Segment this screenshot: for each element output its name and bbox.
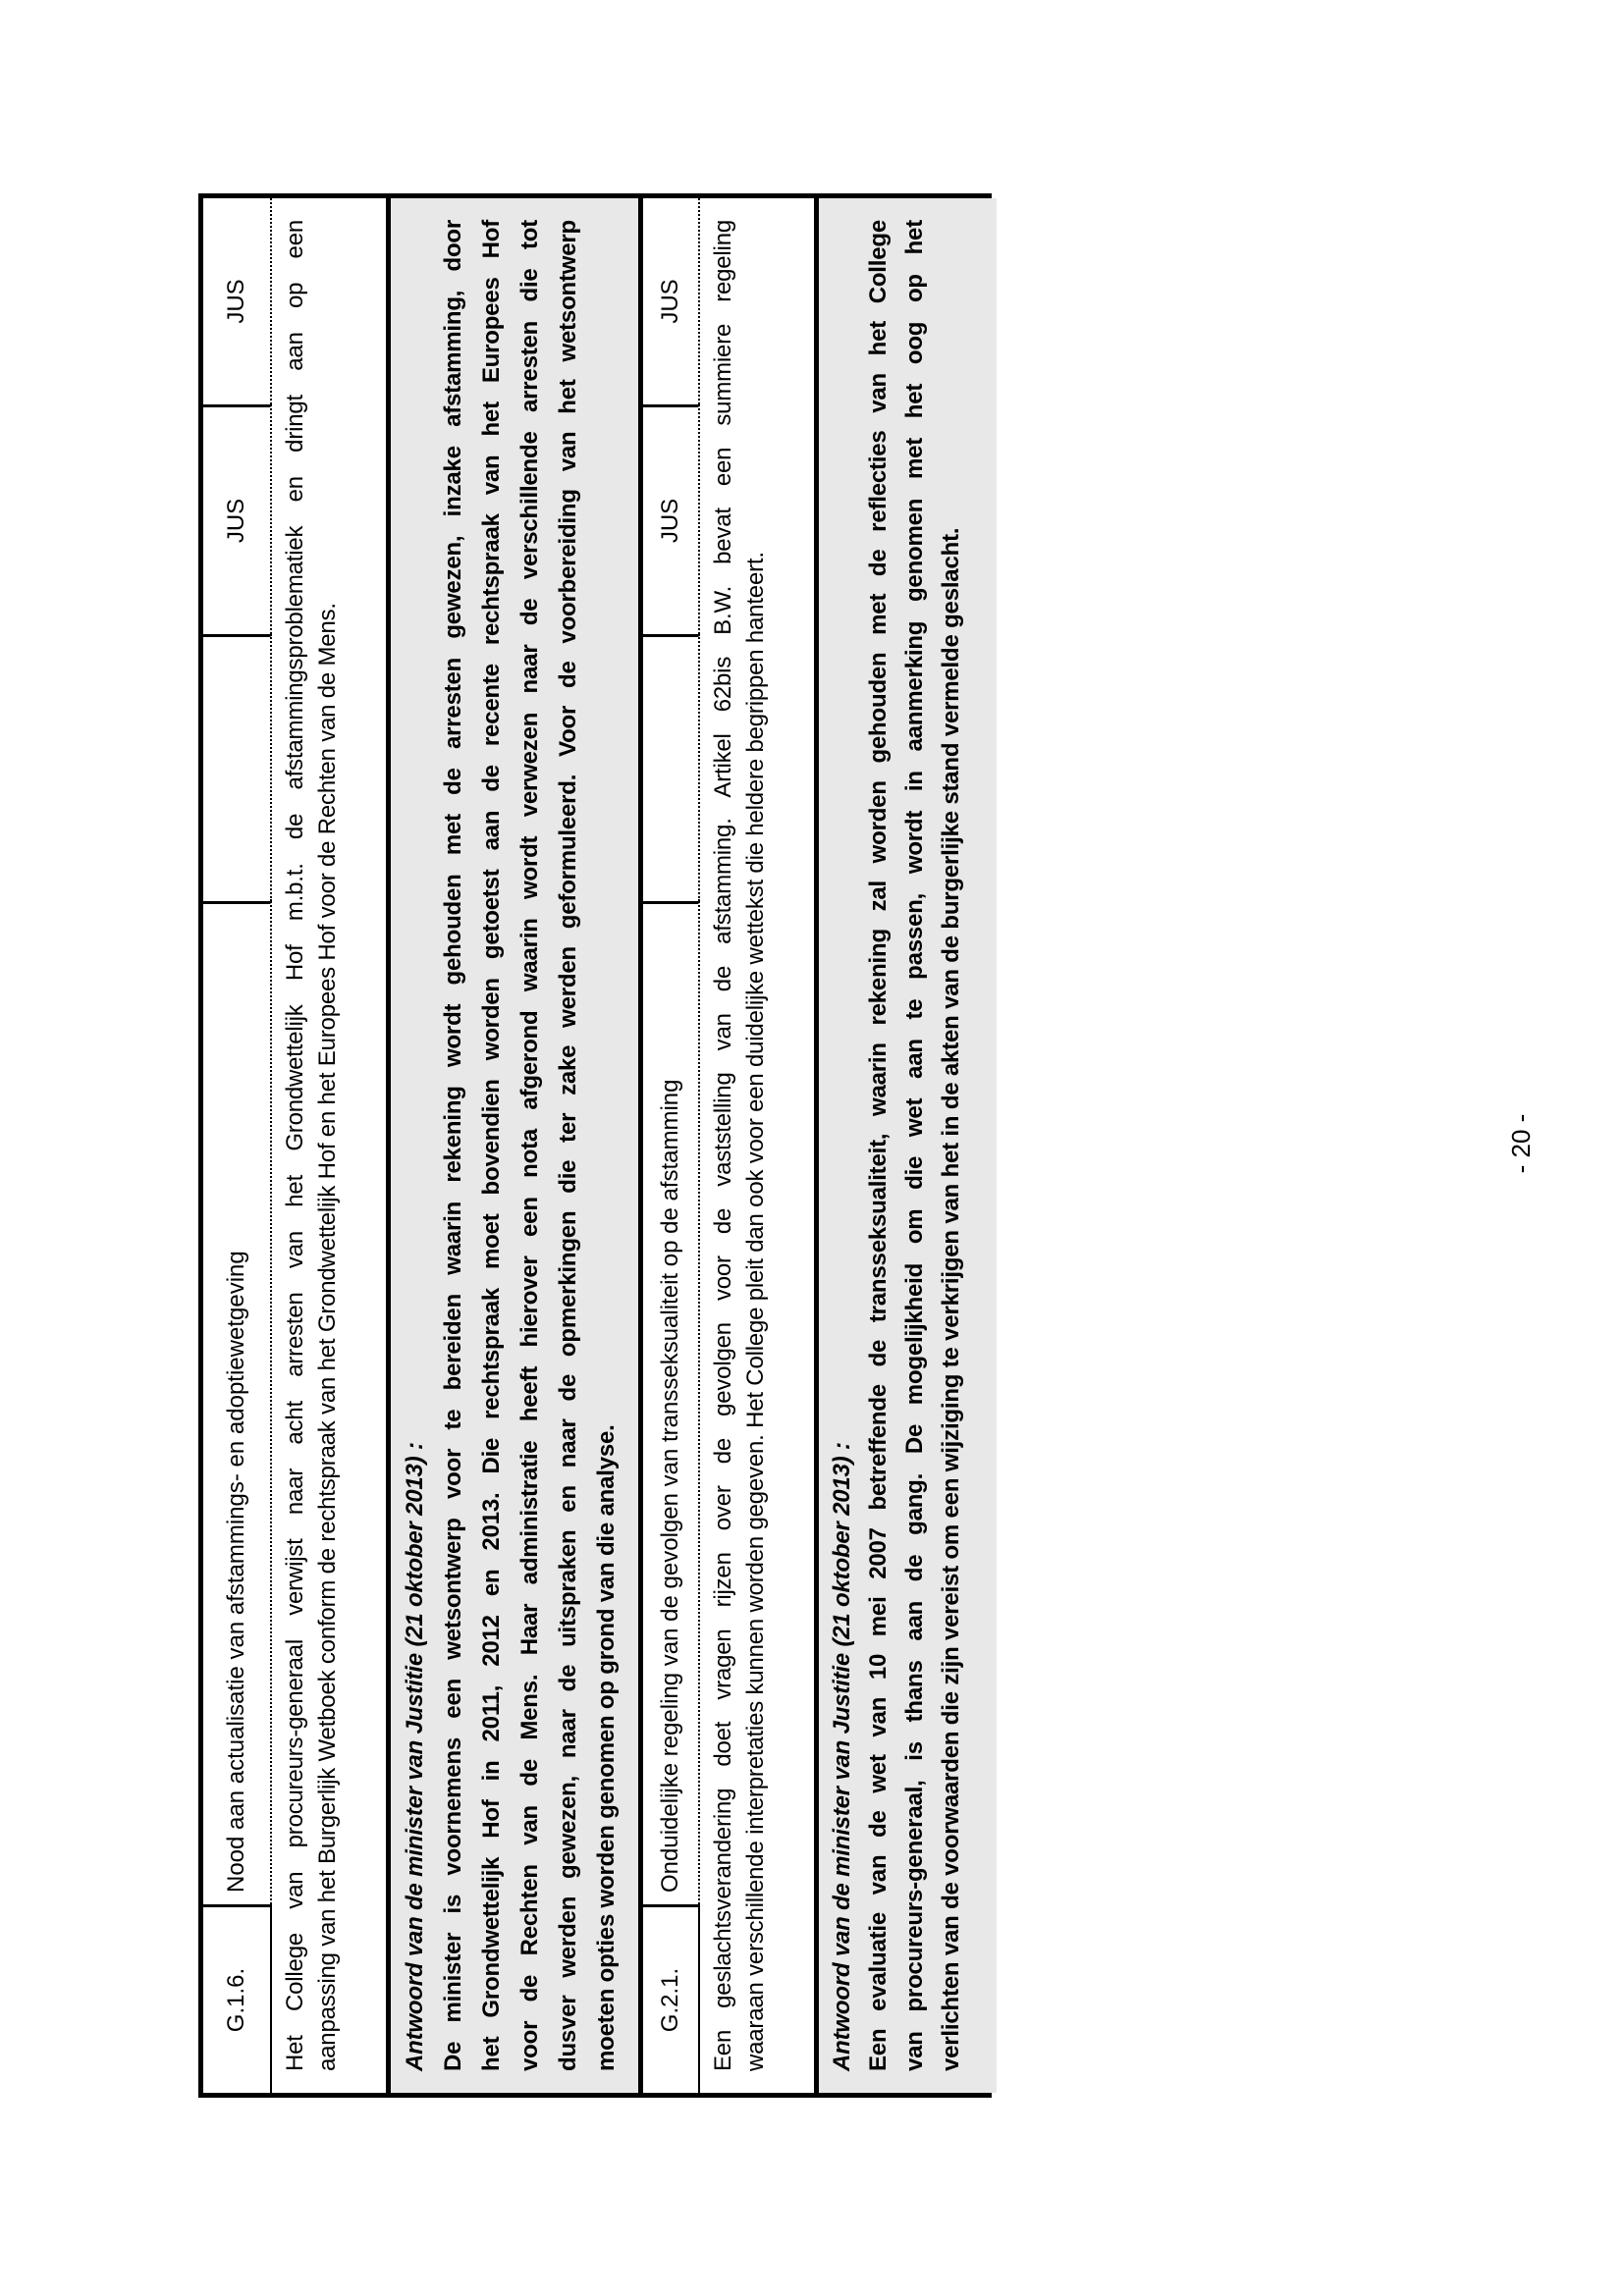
owner-cell-2 bbox=[203, 198, 272, 404]
answer-text-line: het Grondwettelijk Hof in 2011, 2012 en 2013. Die rechtspraak moet bovendien worden getoetst aan de recente rechtspraak van het Europees Hof bbox=[478, 220, 505, 2071]
owner-label: JUS bbox=[657, 279, 683, 324]
section-title: Onduidelijke regeling van de gevolgen van transseksualiteit op de afstamming bbox=[657, 1079, 683, 1893]
answer-text-line: Een evaluatie van de wet van 10 mei 2007 betreffende de transseksualiteit, waarin rekening zal worden gehouden met de reflecties van het College bbox=[865, 220, 892, 2071]
section-title: Nood aan actualisatie van afstammings- en adoptiewetgeving bbox=[223, 1251, 249, 1893]
answer-block-g16 bbox=[386, 198, 643, 2093]
section-title-cell bbox=[203, 901, 272, 1904]
answer-text-line: De minister is voornemens een wetsontwerp voor te bereiden waarin rekening wordt gehouden met de arresten gewezen, inzake afstamming, door bbox=[440, 220, 466, 2071]
section-code: G.1.6. bbox=[223, 1967, 249, 2033]
issue-text-line: waaraan verschillende interpretaties kunnen worden gegeven. Het College pleit dan ook voor een duidelijke wettekst die heldere begrippen hanteert. bbox=[742, 552, 769, 2071]
answer-block-g21 bbox=[814, 198, 997, 2093]
empty-cell bbox=[203, 634, 272, 901]
owner-cell-1 bbox=[643, 404, 700, 634]
answer-text-line: dusver werden gewezen, naar de uitspraken en naar de opmerkingen die ter zake werden geformuleerd. Voor de voorbereiding van het wetsontwerp bbox=[555, 220, 581, 2071]
issue-paragraph-g21 bbox=[700, 198, 814, 2093]
owner-cell-2 bbox=[643, 198, 700, 404]
section-title-cell bbox=[643, 901, 700, 1904]
issue-text-line: Het College van procureurs-generaal verwijst naar acht arresten van het Grondwettelijk Hof m.b.t. de afstammingsproblematiek en dringt aan op een bbox=[282, 220, 308, 2071]
owner-label: JUS bbox=[223, 498, 249, 544]
empty-cell bbox=[643, 634, 700, 901]
answer-text-line: voor de Rechten van de Mens. Haar administratie heeft hierover een nota afgerond waarin wordt verwezen naar de verschillende arresten die tot bbox=[516, 220, 543, 2071]
page-number: - 20 - bbox=[1506, 1113, 1536, 1174]
owner-cell-1 bbox=[203, 404, 272, 634]
section-header-row-g16 bbox=[203, 198, 272, 2093]
answer-text-line: van procureurs-generaal, is thans aan de gang. De mogelijkheid om die wet aan te passen, wordt in aanmerking genomen met het oog op het bbox=[901, 220, 928, 2071]
answer-text-line: moeten opties worden genomen op grond van die analyse. bbox=[593, 1424, 620, 2071]
owner-label: JUS bbox=[657, 498, 683, 544]
section-code-cell bbox=[643, 1904, 700, 2093]
section-header-row-g21 bbox=[643, 198, 700, 2093]
section-code: G.2.1. bbox=[657, 1967, 683, 2033]
review-assessment-table bbox=[198, 193, 992, 2098]
issue-text-line: aanpassing van het Burgerlijk Wetboek conform de rechtspraak van het Grondwettelijk Hof en het Europees Hof voor de Rechten van de Mens. bbox=[314, 603, 341, 2071]
issue-paragraph-g16 bbox=[272, 198, 386, 2093]
issue-text-line: Een geslachtsverandering doet vragen rijzen over de gevolgen voor de vaststelling van de afstamming. Artikel 62bis B.W. bevat een summiere regeling bbox=[710, 220, 736, 2071]
answer-heading: Antwoord van de minister van Justitie (21 oktober 2013) : bbox=[829, 1442, 855, 2071]
owner-label: JUS bbox=[223, 279, 249, 324]
answer-text-line: verlichten van de voorwaarden die zijn vereist om een wijziging te verkrijgen van het in de akten van de burgerlijke stand vermelde geslacht. bbox=[938, 527, 964, 2071]
section-code-cell bbox=[203, 1904, 272, 2093]
answer-heading: Antwoord van de minister van Justitie (21 oktober 2013) : bbox=[402, 1442, 428, 2071]
